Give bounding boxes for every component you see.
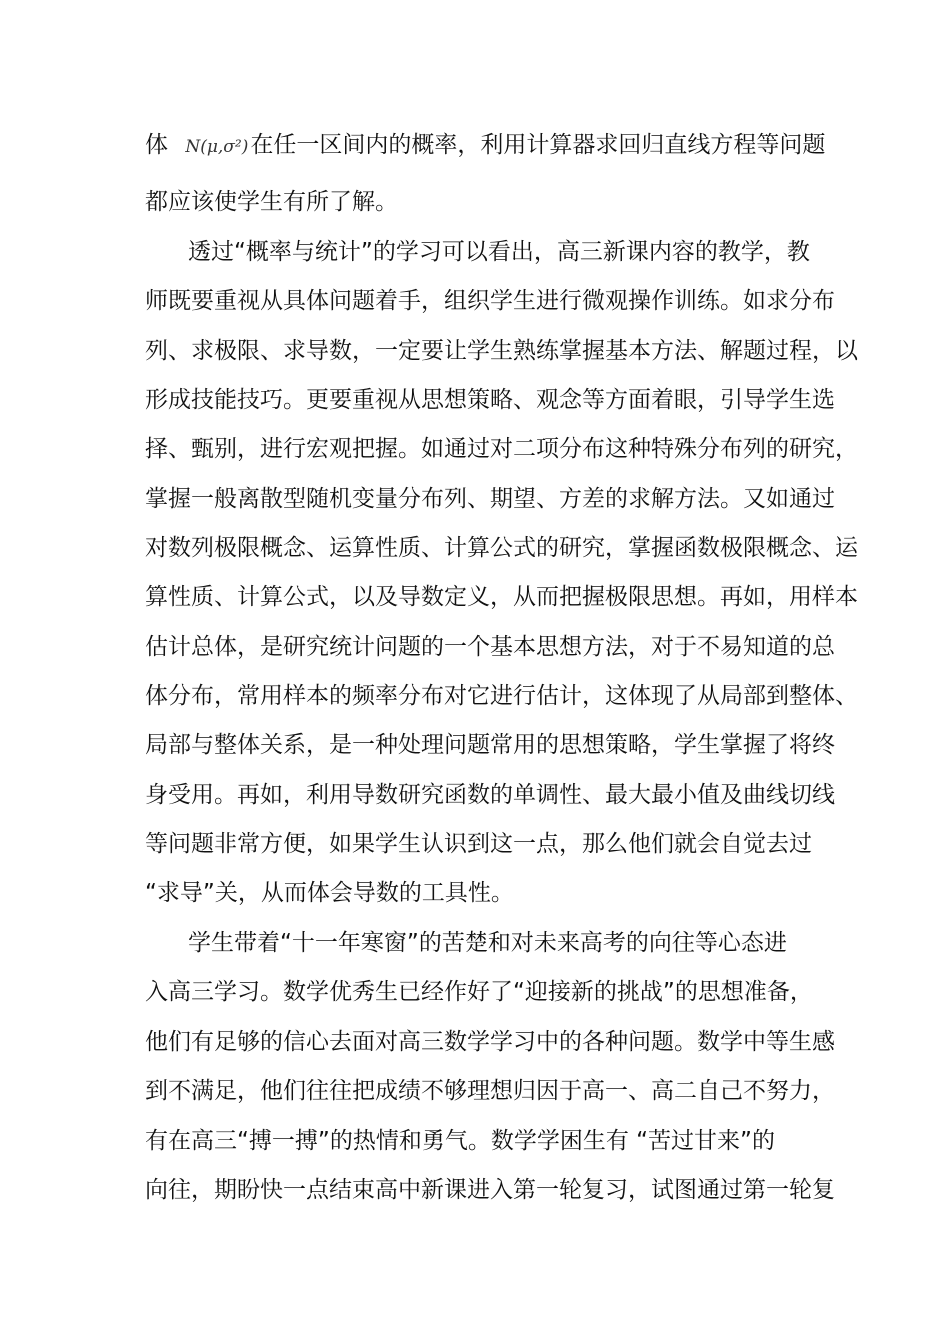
- text-line: 估计总体，是研究统计问题的一个基本思想方法，对于不易知道的总: [145, 634, 835, 660]
- paragraph-start: 透过“概率与统计”的学习可以看出，高三新课内容的教学，教: [188, 239, 810, 265]
- text-line: 形成技能技巧。更要重视从思想策略、观念等方面着眼，引导学生选: [145, 387, 835, 413]
- text-line: 择、甄别，进行宏观把握。如通过对二项分布这种特殊分布列的研究，: [145, 436, 858, 462]
- text-line: 师既要重视从具体问题着手，组织学生进行微观操作训练。如求分布: [145, 288, 835, 314]
- text-line: 他们有足够的信心去面对高三数学学习中的各种问题。数学中等生感: [145, 1029, 835, 1055]
- text-line: 局部与整体关系，是一种处理问题常用的思想策略，学生掌握了将终: [145, 732, 835, 758]
- text-line: 都应该使学生有所了解。: [145, 189, 398, 215]
- formula-suffix: 在任一区间内的概率，利用计算器求回归直线方程等问题: [250, 132, 826, 158]
- text-line: 对数列极限概念、运算性质、计算公式的研究，掌握函数极限概念、运: [145, 535, 858, 561]
- text-line: “求导”关，从而体会导数的工具性。: [145, 880, 514, 906]
- text-line: 入高三学习。数学优秀生已经作好了“迎接新的挑战”的思想准备，: [145, 979, 813, 1005]
- text-line: 算性质、计算公式，以及导数定义，从而把握极限思想。再如，用样本: [145, 584, 858, 610]
- text-line: 等问题非常方便，如果学生认识到这一点，那么他们就会自觉去过: [145, 831, 812, 857]
- text-line: 向往，期盼快一点结束高中新课进入第一轮复习，试图通过第一轮复: [145, 1177, 835, 1203]
- text-line: 到不满足，他们往往把成绩不够理想归因于高一、高二自己不努力，: [145, 1078, 835, 1104]
- text-line: 身受用。再如，利用导数研究函数的单调性、最大最小值及曲线切线: [145, 782, 835, 808]
- text-line: 有在高三“搏一搏”的热情和勇气。数学学困生有 “苦过甘来”的: [145, 1128, 775, 1154]
- normal-distribution-formula: N(μ,σ²): [185, 137, 249, 157]
- formula-line: [145, 130, 825, 162]
- text-line: 体分布，常用样本的频率分布对它进行估计，这体现了从局部到整体、: [145, 683, 858, 709]
- paragraph-start: 学生带着“十一年寒窗”的苦楚和对未来高考的向往等心态进: [188, 930, 787, 956]
- text-line: 列、求极限、求导数，一定要让学生熟练掌握基本方法、解题过程，以: [145, 338, 858, 364]
- text-line: 掌握一般离散型随机变量分布列、期望、方差的求解方法。又如通过: [145, 486, 835, 512]
- formula-prefix: 体: [145, 132, 176, 158]
